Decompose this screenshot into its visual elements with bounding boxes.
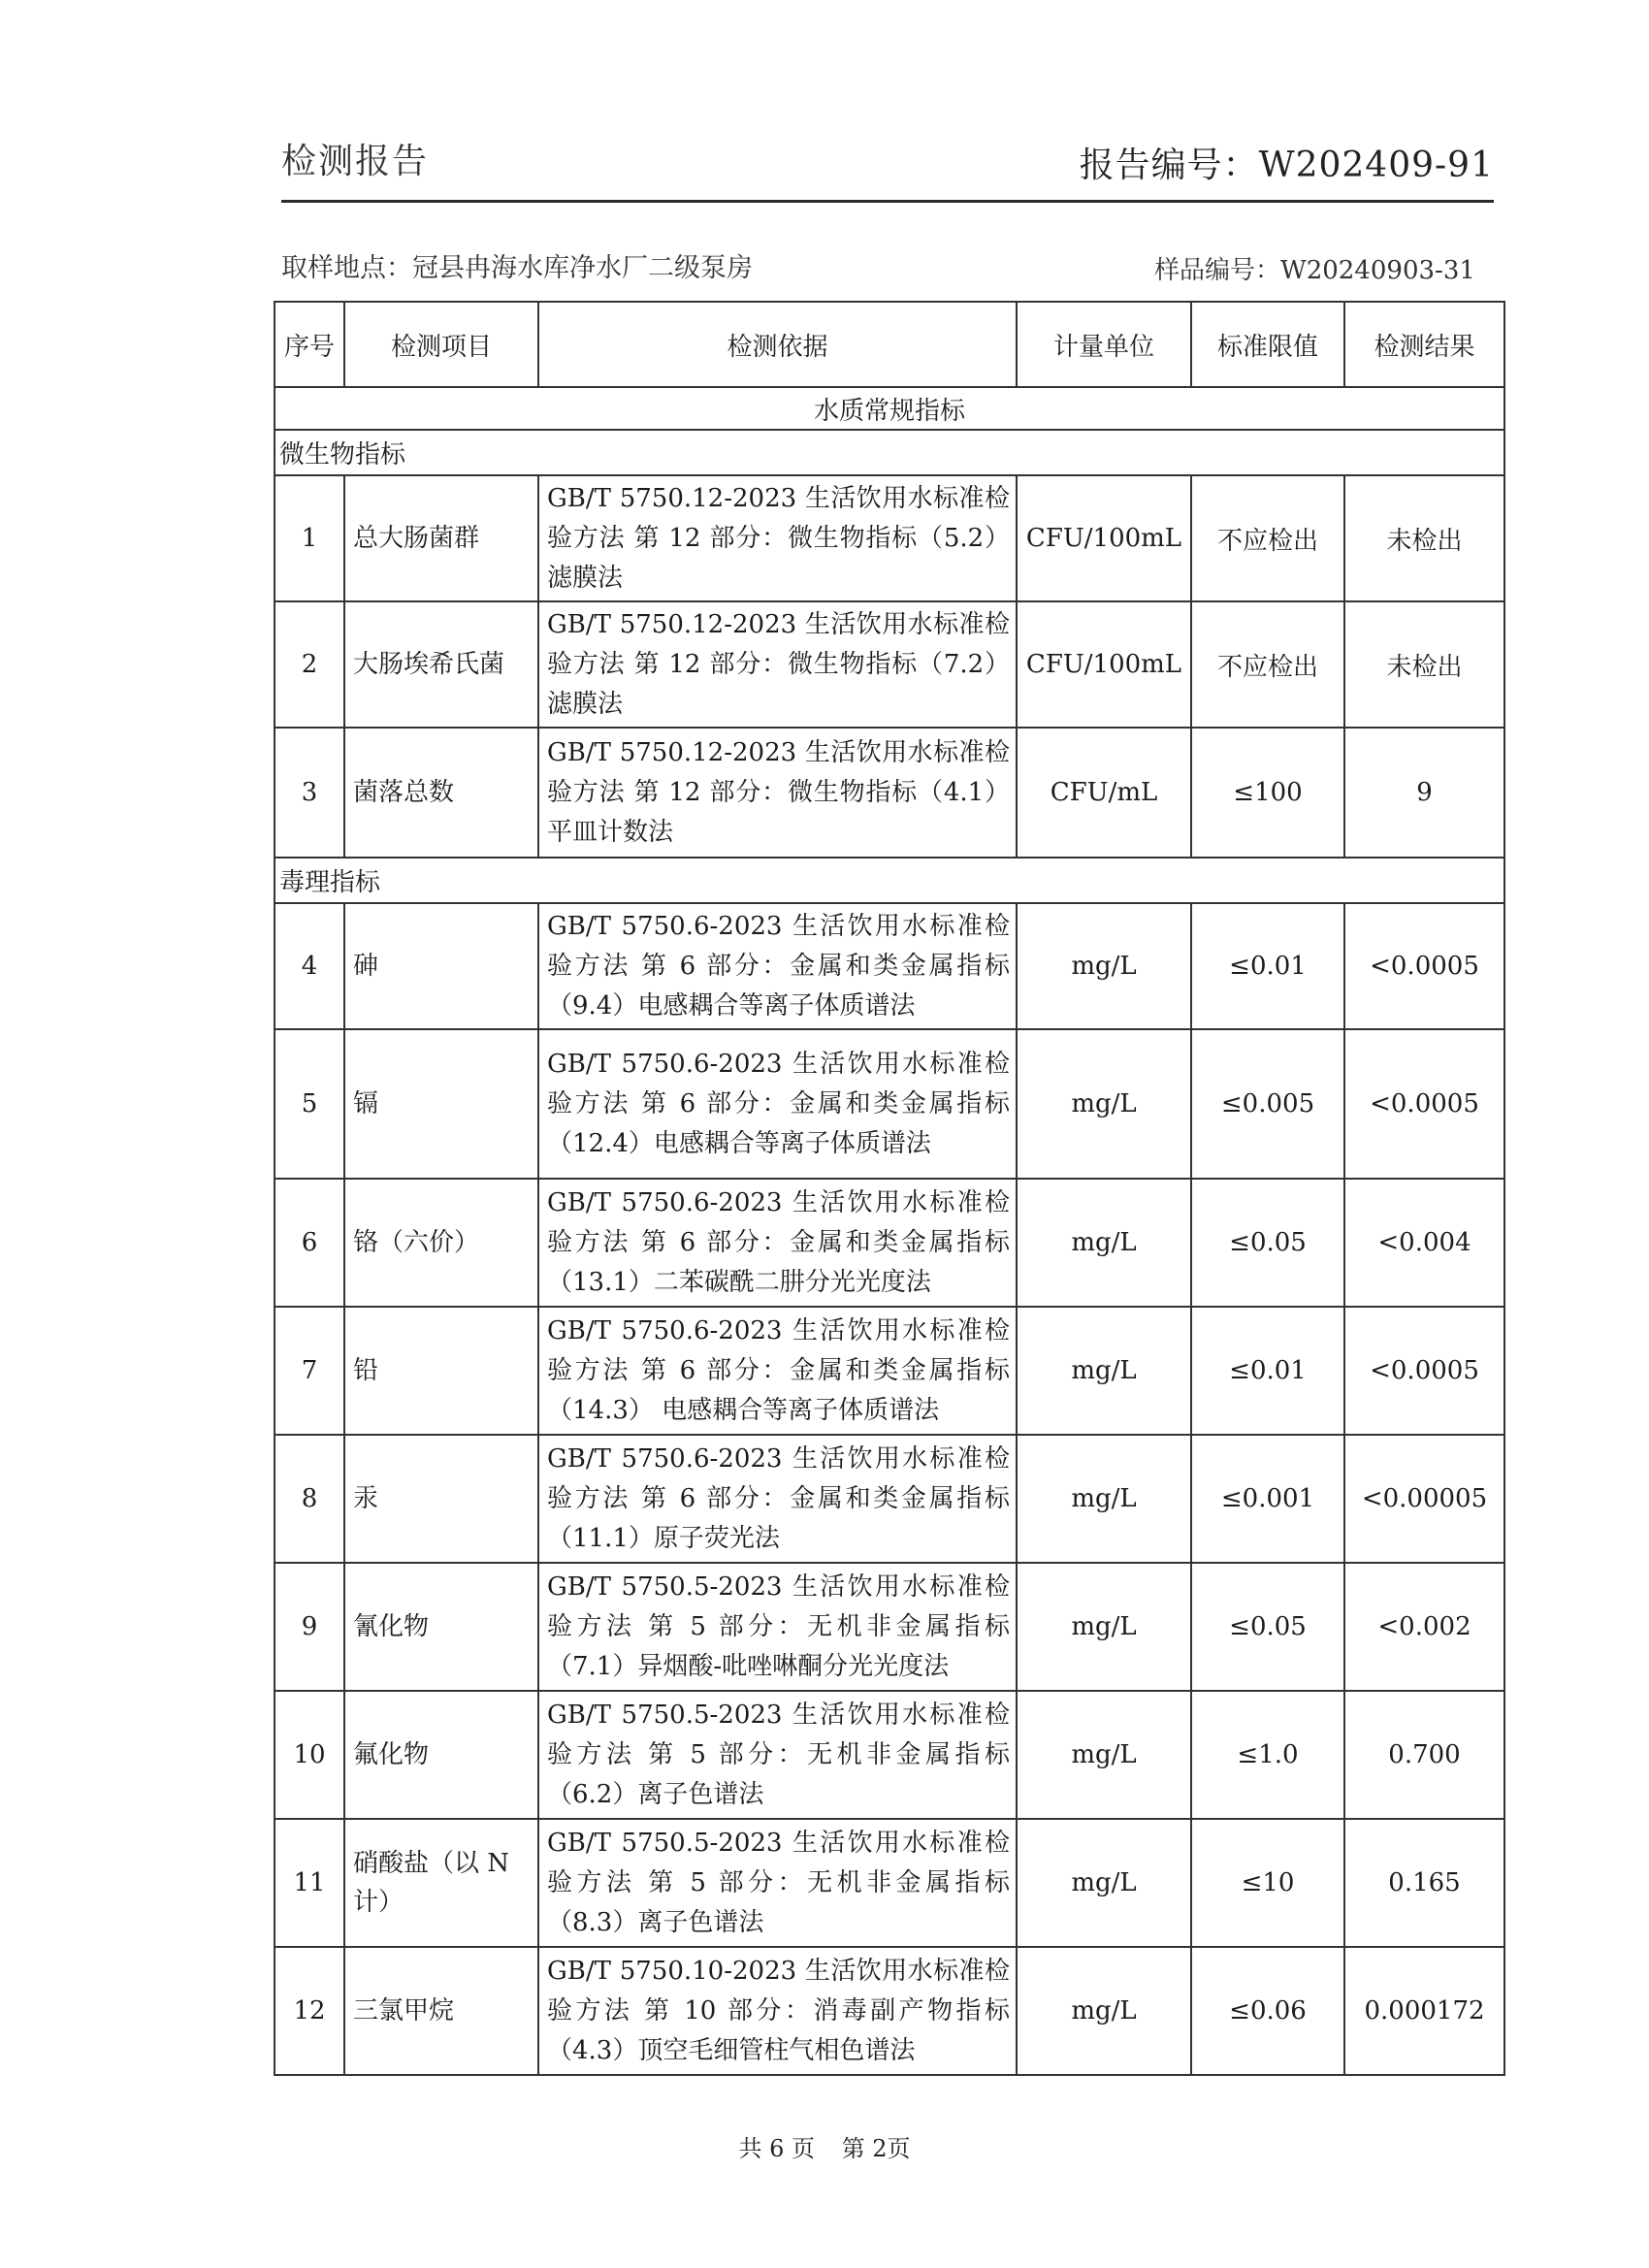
table-row [275,1435,1504,1563]
unit: mg/L [1017,1563,1191,1691]
test-result: 未检出 [1344,601,1504,728]
header-divider [281,200,1494,203]
unit: mg/L [1017,1029,1191,1179]
table-row [275,1819,1504,1947]
category-label: 微生物指标 [275,430,1504,475]
test-item: 砷 [344,903,538,1029]
unit: mg/L [1017,1435,1191,1563]
test-item: 汞 [344,1435,538,1563]
test-result: 9 [1344,728,1504,858]
column-header-unit: 计量单位 [1017,302,1191,387]
results-table [274,301,1505,2076]
unit: mg/L [1017,1691,1191,1819]
total-pages: 共 6 页 [738,2135,815,2162]
test-item: 氟化物 [344,1691,538,1819]
test-item: 总大肠菌群 [344,475,538,601]
current-page: 第 2页 [841,2135,911,2162]
row-number: 2 [275,601,344,728]
page-footer [0,2129,1649,2163]
table-row [275,1563,1504,1691]
row-number: 8 [275,1435,344,1563]
unit: mg/L [1017,1179,1191,1307]
standard-limit: ≤0.01 [1191,1307,1344,1435]
standard-limit: 不应检出 [1191,601,1344,728]
column-header-item: 检测项目 [344,302,538,387]
unit: CFU/100mL [1017,601,1191,728]
table-row [275,1179,1504,1307]
test-item: 铬（六价） [344,1179,538,1307]
test-result: 0.700 [1344,1691,1504,1819]
row-number: 6 [275,1179,344,1307]
test-basis: GB/T 5750.12-2023 生活饮用水标准检验方法 第 12 部分：微生物指标（7.2）滤膜法 [538,601,1017,728]
column-header-result: 检测结果 [1344,302,1504,387]
section-row [275,387,1504,430]
row-number: 7 [275,1307,344,1435]
row-number: 3 [275,728,344,858]
table-row [275,475,1504,601]
test-item: 菌落总数 [344,728,538,858]
test-result: 0.000172 [1344,1947,1504,2075]
standard-limit: ≤0.01 [1191,903,1344,1029]
standard-limit: ≤0.06 [1191,1947,1344,2075]
test-basis: GB/T 5750.12-2023 生活饮用水标准检验方法 第 12 部分：微生物指标（5.2）滤膜法 [538,475,1017,601]
category-row [275,858,1504,903]
table-row [275,1029,1504,1179]
table-row [275,1307,1504,1435]
test-basis: GB/T 5750.6-2023 生活饮用水标准检验方法 第 6 部分：金属和类金属指标（12.4）电感耦合等离子体质谱法 [538,1029,1017,1179]
test-item: 镉 [344,1029,538,1179]
standard-limit: ≤10 [1191,1819,1344,1947]
test-result: <0.0005 [1344,1307,1504,1435]
test-item: 铅 [344,1307,538,1435]
unit: mg/L [1017,1947,1191,2075]
unit: mg/L [1017,1307,1191,1435]
test-basis: GB/T 5750.6-2023 生活饮用水标准检验方法 第 6 部分：金属和类金属指标（11.1）原子荧光法 [538,1435,1017,1563]
test-result: <0.004 [1344,1179,1504,1307]
standard-limit: ≤100 [1191,728,1344,858]
test-item: 大肠埃希氏菌 [344,601,538,728]
standard-limit: ≤0.05 [1191,1179,1344,1307]
column-header-limit: 标准限值 [1191,302,1344,387]
column-header-no: 序号 [275,302,344,387]
standard-limit: ≤0.001 [1191,1435,1344,1563]
unit: CFU/100mL [1017,475,1191,601]
row-number: 11 [275,1819,344,1947]
test-result: <0.00005 [1344,1435,1504,1563]
table-row [275,1691,1504,1819]
row-number: 9 [275,1563,344,1691]
test-result: <0.0005 [1344,1029,1504,1179]
test-basis: GB/T 5750.5-2023 生活饮用水标准检验方法 第 5 部分：无机非金属指标（6.2）离子色谱法 [538,1691,1017,1819]
test-item: 三氯甲烷 [344,1947,538,2075]
sample-number: 样品编号：W20240903-31 [1154,256,1475,285]
row-number: 1 [275,475,344,601]
category-label: 毒理指标 [275,858,1504,903]
unit: mg/L [1017,903,1191,1029]
sampling-location: 取样地点：冠县冉海水库净水厂二级泵房 [281,253,753,283]
test-basis: GB/T 5750.5-2023 生活饮用水标准检验方法 第 5 部分：无机非金属指标（7.1）异烟酸-吡唑啉酮分光光度法 [538,1563,1017,1691]
test-item: 氰化物 [344,1563,538,1691]
test-basis: GB/T 5750.6-2023 生活饮用水标准检验方法 第 6 部分：金属和类金属指标（14.3） 电感耦合等离子体质谱法 [538,1307,1017,1435]
test-basis: GB/T 5750.6-2023 生活饮用水标准检验方法 第 6 部分：金属和类金属指标（13.1）二苯碳酰二肼分光光度法 [538,1179,1017,1307]
row-number: 10 [275,1691,344,1819]
column-header-basis: 检测依据 [538,302,1017,387]
table-row [275,728,1504,858]
unit: mg/L [1017,1819,1191,1947]
table-row [275,601,1504,728]
test-item: 硝酸盐（以 N 计） [344,1819,538,1947]
standard-limit: ≤0.05 [1191,1563,1344,1691]
report-number: 报告编号：W202409-91 [1079,146,1494,185]
test-result: <0.0005 [1344,903,1504,1029]
test-result: <0.002 [1344,1563,1504,1691]
test-basis: GB/T 5750.6-2023 生活饮用水标准检验方法 第 6 部分：金属和类金属指标（9.4）电感耦合等离子体质谱法 [538,903,1017,1029]
table-header-row [275,302,1504,387]
row-number: 5 [275,1029,344,1179]
standard-limit: ≤1.0 [1191,1691,1344,1819]
standard-limit: ≤0.005 [1191,1029,1344,1179]
table-row [275,903,1504,1029]
row-number: 12 [275,1947,344,2075]
test-basis: GB/T 5750.10-2023 生活饮用水标准检验方法 第 10 部分：消毒副产物指标（4.3）顶空毛细管柱气相色谱法 [538,1947,1017,2075]
test-result: 0.165 [1344,1819,1504,1947]
section-title: 水质常规指标 [275,387,1504,430]
test-basis: GB/T 5750.5-2023 生活饮用水标准检验方法 第 5 部分：无机非金属指标（8.3）离子色谱法 [538,1819,1017,1947]
document-title: 检测报告 [281,142,430,181]
table-row [275,1947,1504,2075]
category-row [275,430,1504,475]
unit: CFU/mL [1017,728,1191,858]
table-body [275,387,1504,2075]
test-result: 未检出 [1344,475,1504,601]
test-basis: GB/T 5750.12-2023 生活饮用水标准检验方法 第 12 部分：微生物指标（4.1）平皿计数法 [538,728,1017,858]
row-number: 4 [275,903,344,1029]
standard-limit: 不应检出 [1191,475,1344,601]
